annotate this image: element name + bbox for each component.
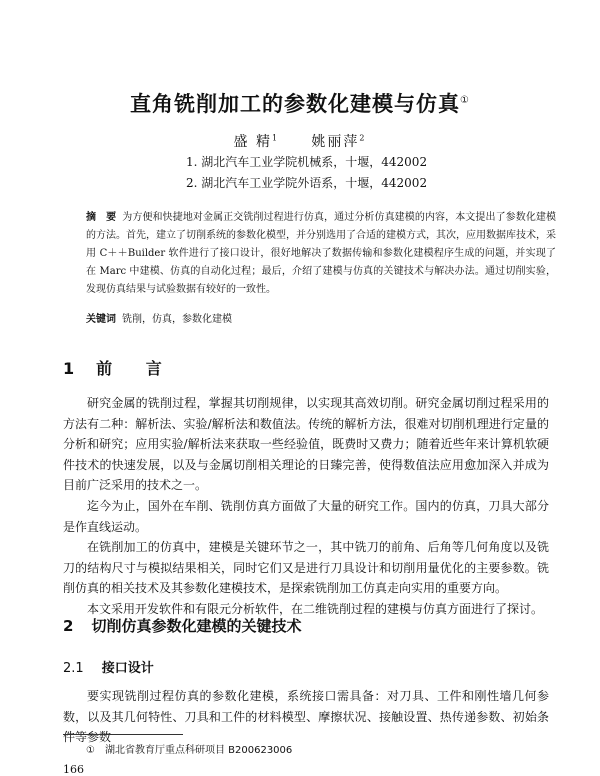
paragraph: 要实现铣削过程仿真的参数化建模，系统接口需具备：对刀具、工件和刚性墙几何参数，以及其几何特性、刀具和工件的材料模型、摩擦状况、接触设置、热传递参数、初始条件等参数 xyxy=(63,689,549,745)
paragraph: 在铣削加工的仿真中，建模是关键环节之一，其中铣刀的前角、后角等几何角度以及铣刀的结构尺寸与模拟结果相关，同时它们又是进行刀具设计和切削用量优化的主要参数。铣削仿真的相关技术及其参数化建模技术，是探索铣削加工仿真走向实用的重要方向。 xyxy=(63,540,549,596)
affiliation-1: 1. 湖北汽车工业学院机械系，十堰，442002 xyxy=(186,155,428,169)
section-2-number: 2 xyxy=(63,617,74,635)
subsection-2-1-body xyxy=(63,686,549,748)
paragraph: 本文采用开发软件和有限元分析软件，在二维铣削过程的建模与仿真方面进行了探讨。 xyxy=(87,601,544,616)
affiliation-2: 2. 湖北汽车工业学院外语系，十堰，442002 xyxy=(186,176,428,190)
abstract-label: 摘 要 xyxy=(86,212,117,223)
subsection-2-1-heading xyxy=(63,657,154,676)
section-1-heading xyxy=(63,356,176,379)
keywords xyxy=(86,310,232,325)
footnote-divider xyxy=(63,734,183,735)
section-1-body xyxy=(63,393,549,620)
footnote: ① 湖北省教育厅重点科研项目 B200623006 xyxy=(86,745,293,756)
paragraph: 迄今为止，国外在车削、铣削仿真方面做了大量的研究工作。国内的仿真，刀具大部分是作直线运动。 xyxy=(63,498,549,534)
page-number: 166 xyxy=(63,763,84,776)
author-2: 姚丽萍 xyxy=(311,134,360,150)
subsection-2-1-number: 2.1 xyxy=(63,661,84,676)
keywords-text: 铣削，仿真，参数化建模 xyxy=(122,314,232,325)
authors xyxy=(0,131,600,151)
subsection-2-1-title: 接口设计 xyxy=(101,661,154,676)
section-2-heading xyxy=(63,615,301,636)
author-2-mark: 2 xyxy=(359,133,367,143)
paper-title: 直角铣削加工的参数化建模与仿真① xyxy=(130,92,470,116)
paragraph: 研究金属的铣削过程，掌握其切削规律，以实现其高效切削。研究金属切削过程采用的方法有二种：解析法、实验/解析法和数值法。传统的解析方法，很难对切削机理进行定量的分析和研究；应用实验/解析法来获取一些经验值，既费时又费力；随着近些年来计算机软硬件技术的快速发展，以及与金属切削相关理论的日臻完善，使得数值法应用愈加深入并成为目前广泛采用的技术之一。 xyxy=(63,396,549,493)
section-2-title: 切削仿真参数化建模的关键技术 xyxy=(91,617,302,635)
section-1-title: 前 言 xyxy=(96,359,176,378)
title-footnote-mark: ① xyxy=(460,95,470,106)
keywords-label: 关键词 xyxy=(86,314,116,325)
abstract-text: 为方便和快捷地对金属正交铣削过程进行仿真，通过分析仿真建模的内容，本文提出了参数化建模的方法。首先，建立了切削系统的参数化模型，并分别选用了合适的建模方式，其次，应用数据库技术，采用 C＋＋Builder 软件进行了接口设计，很好地解决了数据传输和参数化建模程序生成的问题，并实现了在 Marc 中建模、仿真的自动化过程；最后，介绍了建模与仿真的关键技术与解决办法。通过切削实验，发现仿真结果与试验数据有较好的一致性。 xyxy=(86,212,557,295)
author-1-mark: 1 xyxy=(272,133,280,143)
section-1-number: 1 xyxy=(63,359,75,378)
author-1: 盛 精 xyxy=(233,134,272,150)
abstract xyxy=(86,209,556,299)
